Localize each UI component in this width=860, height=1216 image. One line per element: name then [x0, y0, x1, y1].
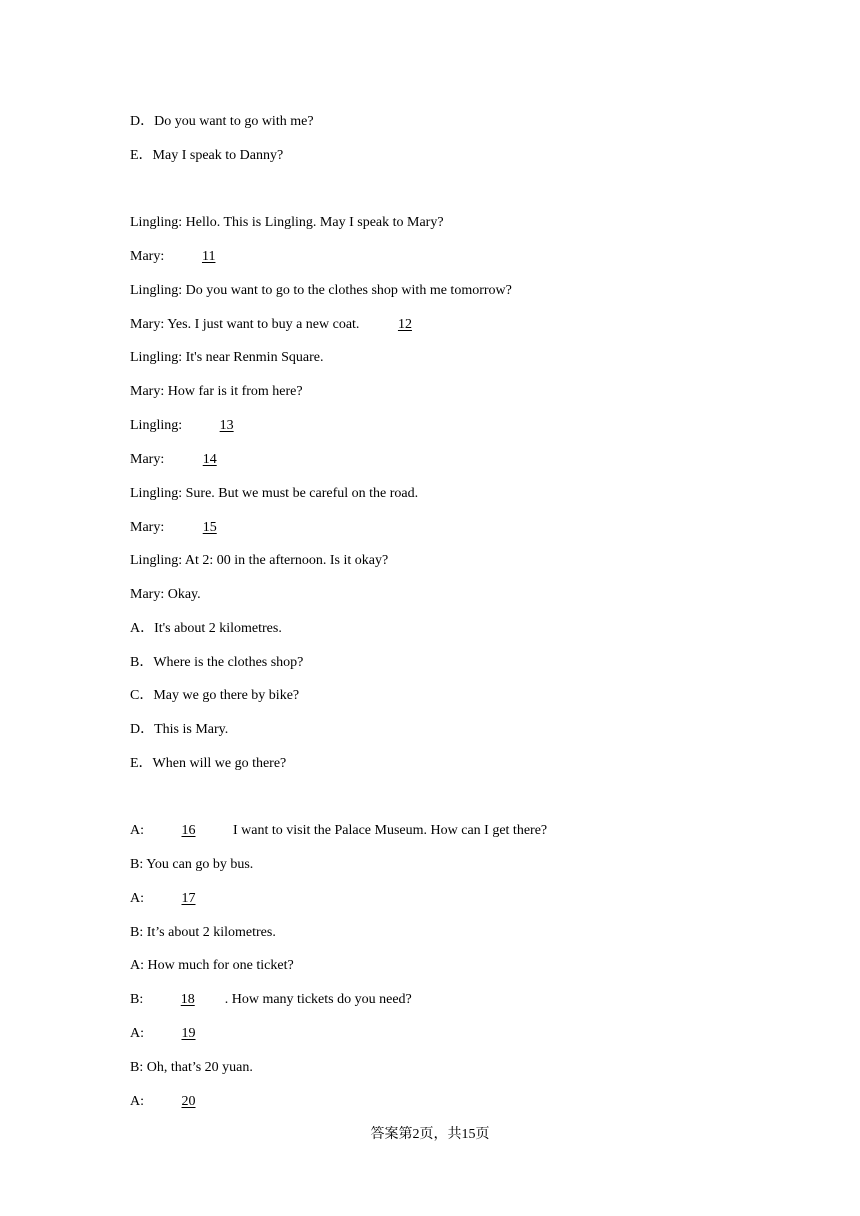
speaker: B:	[130, 925, 144, 940]
speaker: B:	[130, 857, 144, 872]
answer-blank: 11	[201, 249, 216, 264]
answer-blank: 14	[202, 452, 217, 467]
dialogue-line	[130, 957, 294, 975]
dialogue-line	[130, 519, 248, 537]
dialogue-line	[130, 349, 323, 367]
option-line: B．Where is the clothes shop?	[130, 655, 304, 670]
dialogue-line	[130, 282, 512, 300]
utterance: How far is it from here?	[167, 384, 303, 399]
speaker: B:	[130, 992, 144, 1007]
dialogue-line	[130, 451, 248, 469]
speaker: Mary:	[130, 249, 165, 264]
utterance: It's near Renmin Square.	[185, 350, 324, 365]
dialogue-line	[130, 214, 444, 232]
page-footer: 答案第2页，共15页	[370, 1127, 490, 1142]
speaker: Mary:	[130, 384, 165, 399]
answer-blank: 18	[180, 992, 195, 1007]
dialogue-line	[130, 485, 418, 503]
speaker: A:	[130, 1094, 144, 1109]
speaker: Lingling:	[130, 283, 183, 298]
utterance: Hello. This is Lingling. May I speak to Mary?	[185, 215, 444, 230]
utterance: Do you want to go to the clothes shop with me tomorrow?	[185, 283, 512, 298]
dialogue-line	[130, 1093, 226, 1111]
option-line: D．This is Mary.	[130, 722, 229, 737]
answer-blank: 20	[181, 1094, 196, 1109]
speaker: Mary:	[130, 520, 165, 535]
option-line: E．When will we go there?	[130, 756, 287, 771]
utterance: I want to visit the Palace Museum. How can I get there?	[233, 823, 548, 838]
dialogue-line	[130, 856, 253, 874]
utterance: Yes. I just want to buy a new coat.	[167, 317, 360, 332]
speaker: Lingling:	[130, 350, 183, 365]
speaker: A:	[130, 1026, 144, 1041]
speaker: Mary:	[130, 317, 165, 332]
speaker: Lingling:	[130, 486, 183, 501]
dialogue-line	[130, 924, 276, 942]
speaker: Lingling:	[130, 418, 183, 433]
speaker: Lingling:	[130, 553, 183, 568]
dialogue-line	[130, 417, 264, 435]
utterance: How much for one ticket?	[147, 958, 294, 973]
answer-blank: 13	[219, 418, 234, 433]
option-line: D．Do you want to go with me?	[130, 114, 314, 129]
answer-blank: 15	[202, 520, 217, 535]
dialogue-line	[130, 991, 412, 1009]
speaker: A:	[130, 958, 144, 973]
answer-blank: 19	[181, 1026, 196, 1041]
option-line: E．May I speak to Danny?	[130, 148, 284, 163]
dialogue-line	[130, 1025, 226, 1043]
dialogue-line	[130, 822, 547, 840]
answer-blank: 12	[397, 317, 412, 332]
answer-blank: 16	[181, 823, 196, 838]
dialogue-line	[130, 248, 246, 266]
utterance: . How many tickets do you need?	[224, 992, 412, 1007]
dialogue-line	[130, 316, 443, 334]
speaker: Lingling:	[130, 215, 183, 230]
utterance: Oh, that’s 20 yuan.	[146, 1060, 253, 1075]
speaker: Mary:	[130, 452, 165, 467]
dialogue-line	[130, 1059, 253, 1077]
speaker: A:	[130, 823, 144, 838]
utterance: You can go by bus.	[146, 857, 254, 872]
dialogue-line	[130, 383, 303, 401]
speaker: A:	[130, 891, 144, 906]
option-line: C．May we go there by bike?	[130, 688, 300, 703]
dialogue-line	[130, 586, 201, 604]
utterance: Okay.	[167, 587, 201, 602]
utterance: Sure. But we must be careful on the road.	[185, 486, 419, 501]
utterance: It’s about 2 kilometres.	[146, 925, 276, 940]
speaker: B:	[130, 1060, 144, 1075]
utterance: At 2: 00 in the afternoon. Is it okay?	[184, 553, 389, 568]
dialogue-line	[130, 890, 226, 908]
speaker: Mary:	[130, 587, 165, 602]
option-line: A．It's about 2 kilometres.	[130, 621, 282, 636]
dialogue-line	[130, 552, 388, 570]
answer-blank: 17	[181, 891, 196, 906]
